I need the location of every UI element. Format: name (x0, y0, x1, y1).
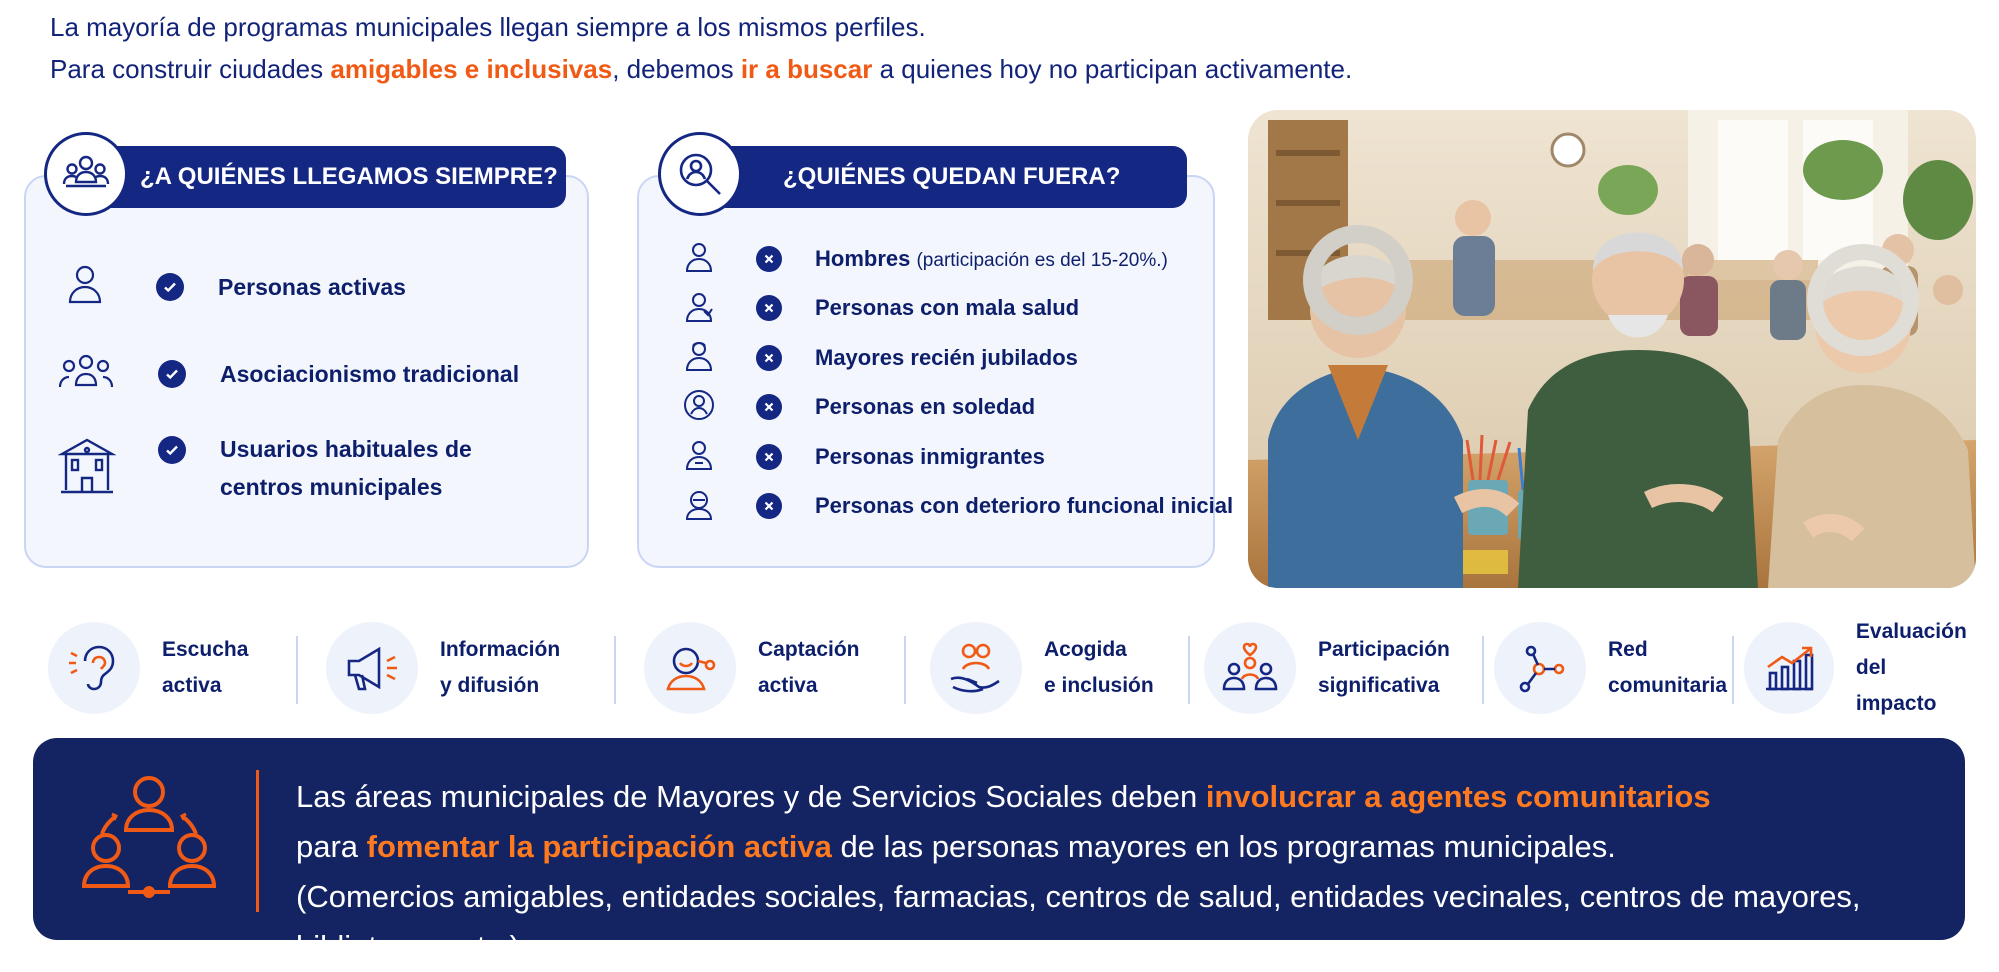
intro-highlight-search: ir a buscar (740, 54, 873, 84)
seniors-activity-photo (1248, 110, 1976, 588)
step-line: Participación (1318, 638, 1450, 661)
banner-line-1 (296, 772, 1999, 822)
step-listen (48, 618, 248, 718)
outreach-icon (644, 622, 736, 714)
step-line: Red (1608, 638, 1648, 661)
item-label-line: Usuarios habituales de (220, 436, 472, 462)
sick-person-icon (682, 289, 716, 328)
step-line: comunitaria (1608, 674, 1728, 697)
excluded-item-text: Personas con mala salud (815, 295, 1080, 320)
growth-chart-icon (1744, 622, 1834, 714)
step-label (1044, 632, 1154, 704)
step-line: Captación (758, 638, 860, 661)
building-icon (58, 436, 116, 501)
step-divider (1188, 636, 1190, 704)
excluded-item-label (815, 444, 1045, 470)
step-line: Escucha (162, 638, 249, 661)
excluded-list-item (682, 487, 1233, 526)
person-icon (64, 262, 106, 311)
welcome-hands-icon (930, 622, 1022, 714)
immigrant-person-icon (682, 437, 716, 476)
frail-person-icon (682, 487, 716, 526)
retired-person-icon (682, 338, 716, 377)
step-divider (614, 636, 616, 704)
x-icon (756, 493, 782, 519)
process-steps (40, 618, 1970, 718)
x-icon (756, 295, 782, 321)
x-icon (756, 246, 782, 272)
item-label-line: centros municipales (220, 474, 443, 500)
step-outreach (644, 618, 860, 718)
step-participation (1204, 618, 1450, 718)
step-label (758, 632, 860, 704)
step-network (1494, 618, 1727, 718)
step-information (326, 618, 560, 718)
intro-text-part: , debemos (612, 54, 741, 84)
network-icon (1494, 622, 1586, 714)
item-label (220, 430, 472, 506)
step-line: Información (440, 638, 561, 661)
intro-text (50, 6, 1352, 90)
banner-text-part: Las áreas municipales de Mayores y de Servicios Sociales deben (296, 779, 1206, 814)
man-icon (682, 239, 716, 278)
step-line: e inclusión (1044, 674, 1154, 697)
banner-text-part: para (296, 829, 367, 864)
excluded-item-label (815, 394, 1035, 420)
check-icon (156, 273, 184, 301)
step-line: Acogida (1044, 638, 1127, 661)
excluded-item-note: (participación es del 15-20%.) (916, 249, 1168, 271)
step-divider (1732, 636, 1734, 704)
step-label (440, 632, 560, 704)
intro-text-part: Para construir ciudades (50, 54, 331, 84)
excluded-item-text: Personas inmigrantes (815, 443, 1045, 469)
step-line: activa (758, 674, 818, 697)
excluded-list-item (682, 239, 1168, 278)
banner-highlight-agents: involucrar a agentes comunitarios (1205, 779, 1711, 814)
step-line: significativa (1318, 674, 1440, 697)
excluded-item-label (815, 246, 1168, 272)
step-divider (296, 636, 298, 704)
excluded-list-item (682, 289, 1079, 328)
step-label (1318, 632, 1450, 704)
x-icon (756, 345, 782, 371)
banner-text (296, 772, 1999, 972)
step-evaluation (1744, 618, 1970, 718)
step-line: y difusión (440, 674, 540, 697)
x-icon (756, 444, 782, 470)
excluded-card-title: ¿QUIÉNES QUEDAN FUERA? (705, 146, 1187, 208)
intro-line-2 (50, 48, 1352, 90)
step-line: Evaluación (1855, 620, 1967, 643)
item-label: Asociacionismo tradicional (220, 360, 520, 387)
community-network-icon (76, 768, 222, 913)
step-divider (904, 636, 906, 704)
excluded-list-item (682, 338, 1078, 377)
excluded-item-text: Hombres (815, 245, 911, 271)
banner-line-3: (Comercios amigables, entidades sociales, farmacias, centros de salud, entidades vecinales, centros de mayores, bibliotecas, etc.). (296, 879, 1861, 964)
excluded-item-text: Personas en soledad (815, 394, 1036, 419)
excluded-item-label (815, 295, 1079, 321)
list-item (58, 351, 519, 396)
lonely-person-icon (682, 388, 716, 427)
list-item (64, 262, 406, 311)
excluded-list-item (682, 437, 1045, 476)
search-person-icon (658, 132, 742, 216)
excluded-list-item (682, 388, 1035, 427)
x-icon (756, 394, 782, 420)
check-icon (158, 360, 186, 388)
intro-highlight-inclusive: amigables e inclusivas (330, 54, 613, 84)
excluded-item-label (815, 345, 1078, 371)
step-line: activa (162, 674, 222, 697)
step-label (1608, 632, 1727, 704)
participation-icon (1204, 622, 1296, 714)
banner-divider (256, 770, 259, 912)
step-line: del impacto (1855, 656, 1937, 715)
item-label: Personas activas (218, 273, 406, 300)
people-group-icon (44, 132, 128, 216)
intro-text-part: a quienes hoy no participan activamente. (872, 54, 1353, 84)
step-welcome (930, 618, 1154, 718)
step-divider (1482, 636, 1484, 704)
banner-line-2 (296, 822, 1999, 872)
ear-icon (48, 622, 140, 714)
step-label (1856, 614, 1970, 722)
intro-line-1: La mayoría de programas municipales llegan siempre a los mismos perfiles. (50, 12, 926, 42)
excluded-item-text: Personas con deterioro funcional inicial (815, 493, 1234, 518)
step-label (162, 632, 248, 704)
list-item (58, 430, 472, 506)
banner-highlight-participation: fomentar la participación activa (366, 829, 832, 864)
megaphone-icon (326, 622, 418, 714)
banner-text-part: de las personas mayores en los programas municipales. (831, 829, 1616, 864)
excluded-item-text: Mayores recién jubilados (815, 344, 1078, 370)
check-icon (158, 436, 186, 464)
reached-card-title: ¿A QUIÉNES LLEGAMOS SIEMPRE? (92, 146, 566, 208)
excluded-item-label (815, 493, 1233, 519)
group-icon (58, 351, 114, 396)
